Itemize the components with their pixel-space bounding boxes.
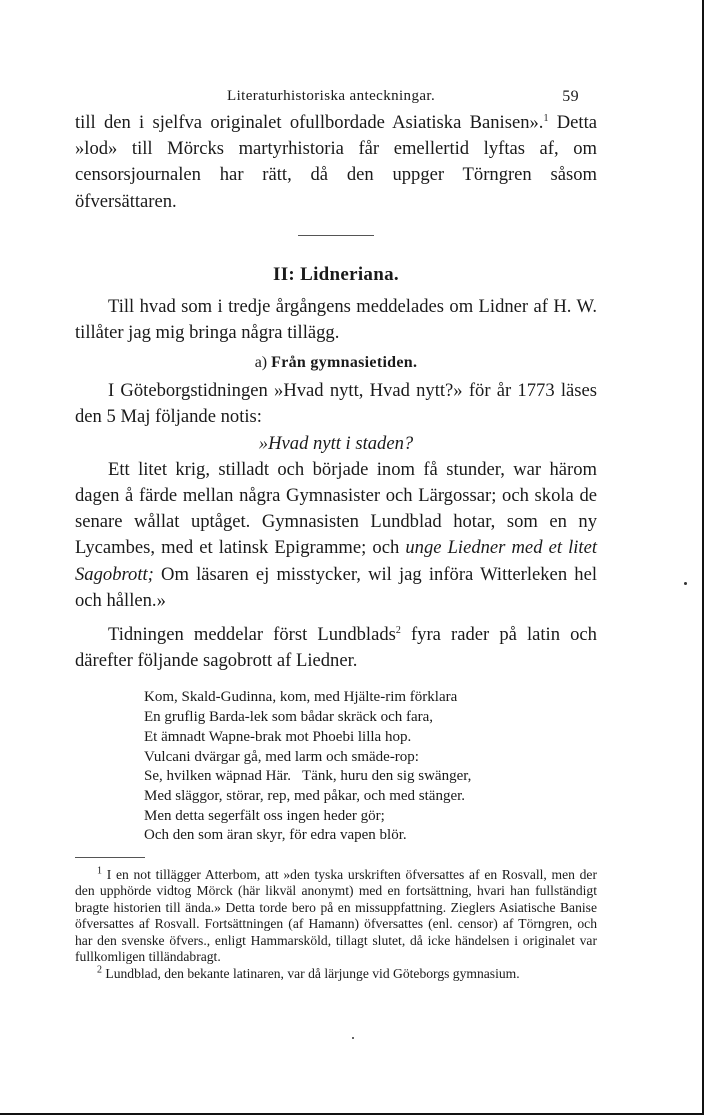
footnotes <box>75 867 597 982</box>
footnote-divider <box>75 857 145 858</box>
running-header <box>75 88 597 110</box>
footnote-ref-2: 2 <box>395 624 401 636</box>
poem-line: Med släggor, störar, rep, med påkar, och med stänger. <box>144 787 466 804</box>
print-speck <box>352 1037 354 1039</box>
footnote-mark: 2 <box>97 963 102 975</box>
page-number: 59 <box>562 88 579 105</box>
subsection-heading <box>75 354 597 372</box>
footnote-ref-1: 1 <box>543 112 549 124</box>
subsection-label: a) <box>254 354 268 372</box>
section-divider <box>298 235 374 236</box>
footnote-2: $^2$ Lundblad, den bekante latinaren, var då lärjunge vid Göteborgs gymnasium. <box>97 963 520 981</box>
quote-title: »Hvad nytt i staden? <box>258 432 414 454</box>
running-title: Literaturhistoriska anteckningar. <box>227 88 436 104</box>
poem-line: En gruflig Barda-lek som bådar skräck och fara, <box>144 709 434 726</box>
section-intro: Till hvad som i tredje årgångens meddelades om Lidner af H. W. tillåter jag mig bringa några tillägg. <box>75 295 597 344</box>
intro-paragraph: till den i sjelfva originalet ofullbordade Asiatiska Banisen».$^1$ Detta »lod» till Mörcks martyrhistoria får emellertid lyftas af, om censorsjournalen har rätt, då den uppger Törngren såsom öfversättaren. <box>75 112 597 212</box>
subsection-title: Från gymnasietiden. <box>271 354 418 372</box>
poem-line: Se, hvilken wäpnad Här. Tänk, huru den sig swänger, <box>144 768 472 785</box>
quoted-notice: Ett litet krig, stilladt och började inom få stunder, war härom dagen å färde mellan några Gymnasister och Lärgossar; och skola de senare wållat uptåget. Gymnasisten Lundblad hotar, som en ny Lycambes, med et latinsk Epigramme; och unge Liedner med et litet Sagobrott; Om läsaren ej misstycker, wil jag införa Witterleken hel och hållen.» <box>75 458 597 611</box>
poem <box>144 688 597 846</box>
quote-italic: unge Liedner med et litet Sagobrott; <box>75 537 597 585</box>
footnote-mark: 1 <box>97 865 102 877</box>
footnote-1: $^1$ I en not tillägger Atterbom, att »den tyska urskriften öfversattes af en Rosvall, men der den upphörde vidtog Mörck (här likväl anonymt) med en fortsättning, hvari han fullständigt bragte historien till ända.» Detta torde bero på en missuppfattning. Zieglers Asiatische Banise öfversattes af Rosvall. Fortsättningen (af Hamann) öfversattes (enl. censor) af Törngren, och har den svenske öfvers., enligt Hammarsköld, tillagt slutet, då icke händelsen i originalet var fullkomligen tilländabragt. <box>75 865 597 965</box>
print-speck <box>684 582 687 585</box>
followup-paragraph: Tidningen meddelar först Lundblads$^2$ fyra rader på latin och därefter följande sagobrott af Liedner. <box>75 624 597 672</box>
page-content <box>75 88 597 982</box>
notice-lead: I Göteborgstidningen »Hvad nytt, Hvad nytt?» för år 1773 läses den 5 Maj följande notis: <box>75 380 597 428</box>
poem-line: Et ämnadt Wapne-brak mot Phoebi lilla hop. <box>144 728 412 745</box>
poem-line: Vulcani dvärgar gå, med larm och smäde-rop: <box>144 748 419 765</box>
poem-line: Men detta segerfält oss ingen heder gör; <box>144 807 385 824</box>
poem-line: Och den som äran skyr, för edra vapen blör. <box>144 827 407 844</box>
section-title: II: Lidneriana. <box>273 263 399 285</box>
poem-line: Kom, Skald-Gudinna, kom, med Hjälte-rim förklara <box>144 689 458 706</box>
